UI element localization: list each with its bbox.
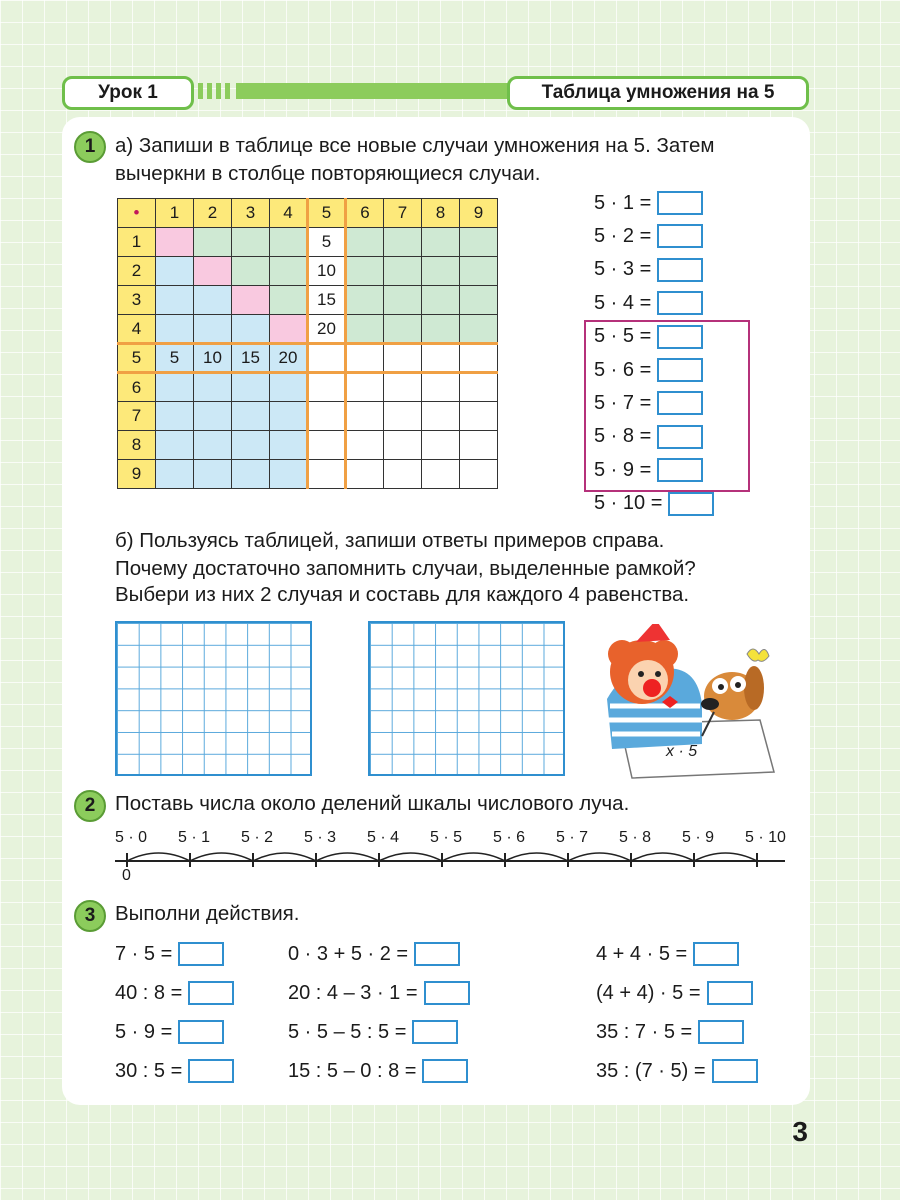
task1-line2: вычеркни в столбце повторяющиеся случаи. bbox=[115, 162, 541, 185]
table-cell[interactable] bbox=[460, 460, 498, 489]
answer-box[interactable] bbox=[657, 191, 703, 215]
table-row-header: 6 bbox=[118, 373, 156, 402]
topic-label: Таблица умножения на 5 bbox=[507, 76, 809, 110]
exercise-row bbox=[288, 1057, 468, 1085]
answer-box[interactable] bbox=[178, 1020, 224, 1044]
task-number-3: 3 bbox=[74, 900, 106, 932]
exercise-row bbox=[596, 940, 739, 968]
table-row-header: 1 bbox=[118, 228, 156, 257]
number-line-label: 5 · 7 bbox=[556, 829, 589, 846]
table-cell[interactable] bbox=[384, 460, 422, 489]
table-cell[interactable]: 20 bbox=[308, 315, 346, 344]
table-cell[interactable] bbox=[270, 373, 308, 402]
equation-text: 5 · 8 = bbox=[594, 425, 652, 448]
table-cell[interactable] bbox=[194, 286, 232, 315]
table-cell[interactable] bbox=[346, 228, 384, 257]
table-cell[interactable] bbox=[460, 286, 498, 315]
exercise-row bbox=[596, 1057, 758, 1085]
table-cell[interactable]: 20 bbox=[270, 344, 308, 373]
number-line-label: 5 · 4 bbox=[367, 829, 400, 846]
answer-grid-left[interactable] bbox=[115, 621, 312, 776]
table-cell[interactable] bbox=[422, 228, 460, 257]
table-row-header: 3 bbox=[118, 286, 156, 315]
answer-box[interactable] bbox=[414, 942, 460, 966]
illustration-label: x · 5 bbox=[666, 743, 698, 760]
table-cell[interactable]: 15 bbox=[308, 286, 346, 315]
table-cell[interactable] bbox=[232, 402, 270, 431]
exercise-text: 0 · 3 + 5 · 2 = bbox=[288, 942, 409, 965]
equation-text: 5 · 7 = bbox=[594, 391, 652, 414]
task1b-line2: Почему достаточно запомнить случаи, выделенные рамкой? bbox=[115, 557, 696, 580]
equation-row bbox=[594, 257, 703, 283]
table-cell[interactable] bbox=[384, 257, 422, 286]
table-cell[interactable] bbox=[270, 286, 308, 315]
task3-text: Выполни действия. bbox=[115, 902, 300, 925]
table-cell[interactable] bbox=[156, 228, 194, 257]
exercise-text: 5 · 9 = bbox=[115, 1020, 173, 1043]
table-cell[interactable] bbox=[270, 257, 308, 286]
task1-line1: а) Запиши в таблице все новые случаи умножения на 5. Затем bbox=[115, 134, 715, 157]
table-cell[interactable] bbox=[232, 315, 270, 344]
exercise-text: 35 : (7 · 5) = bbox=[596, 1059, 706, 1082]
table-cell[interactable]: 5 bbox=[156, 344, 194, 373]
number-line-arc bbox=[316, 853, 379, 861]
task-number-1: 1 bbox=[74, 131, 106, 163]
table-cell[interactable]: 5 bbox=[308, 228, 346, 257]
header-stripe bbox=[207, 83, 212, 99]
clown-illustration bbox=[592, 624, 782, 780]
exercise-text: 20 : 4 – 3 · 1 = bbox=[288, 981, 418, 1004]
answer-box[interactable] bbox=[178, 942, 224, 966]
table-cell[interactable] bbox=[422, 431, 460, 460]
answer-box[interactable] bbox=[188, 1059, 234, 1083]
table-cell[interactable] bbox=[422, 257, 460, 286]
table-cell[interactable]: 15 bbox=[232, 344, 270, 373]
table-cell[interactable] bbox=[460, 373, 498, 402]
table-cell[interactable] bbox=[270, 402, 308, 431]
equation-text: 5 · 10 = bbox=[594, 492, 663, 515]
number-line-label: 5 · 8 bbox=[619, 829, 652, 846]
table-cell[interactable] bbox=[422, 286, 460, 315]
equation-text: 5 · 3 = bbox=[594, 258, 652, 281]
task-number-2: 2 bbox=[74, 790, 106, 822]
table-col-header: 9 bbox=[460, 199, 498, 228]
table-cell[interactable] bbox=[346, 257, 384, 286]
table-row-header: 4 bbox=[118, 315, 156, 344]
answer-box[interactable] bbox=[657, 258, 703, 282]
exercise-row bbox=[115, 940, 224, 968]
equation-row bbox=[594, 290, 703, 316]
table-cell[interactable] bbox=[346, 344, 384, 373]
table-cell[interactable] bbox=[232, 431, 270, 460]
equation-row bbox=[594, 491, 714, 517]
task1b-line1: б) Пользуясь таблицей, запиши ответы примеров справа. bbox=[115, 529, 665, 552]
table-cell[interactable]: 10 bbox=[308, 257, 346, 286]
answer-box[interactable] bbox=[712, 1059, 758, 1083]
table-cell[interactable]: 10 bbox=[194, 344, 232, 373]
table-row-header: 8 bbox=[118, 431, 156, 460]
table-cell[interactable] bbox=[194, 315, 232, 344]
answer-grid-right[interactable] bbox=[368, 621, 565, 776]
exercise-row bbox=[596, 1018, 744, 1046]
number-line-label: 5 · 5 bbox=[430, 829, 463, 846]
exercise-text: 4 + 4 · 5 = bbox=[596, 942, 688, 965]
table-cell[interactable] bbox=[346, 431, 384, 460]
table-cell[interactable] bbox=[156, 402, 194, 431]
answer-box[interactable] bbox=[657, 291, 703, 315]
number-line-arc bbox=[379, 853, 442, 861]
equation-text: 5 · 2 = bbox=[594, 224, 652, 247]
table-cell[interactable] bbox=[422, 315, 460, 344]
exercise-row bbox=[288, 940, 460, 968]
answer-box[interactable] bbox=[668, 492, 714, 516]
table-cell[interactable] bbox=[156, 315, 194, 344]
table-cell[interactable] bbox=[194, 460, 232, 489]
exercise-row bbox=[288, 1018, 458, 1046]
table-cell[interactable] bbox=[384, 228, 422, 257]
table-cell[interactable] bbox=[308, 460, 346, 489]
equation-text: 5 · 5 = bbox=[594, 325, 652, 348]
table-cell[interactable] bbox=[270, 315, 308, 344]
number-line-arc bbox=[442, 853, 505, 861]
table-cell[interactable] bbox=[194, 402, 232, 431]
table-cell[interactable] bbox=[156, 460, 194, 489]
equation-row bbox=[594, 223, 703, 249]
table-cell[interactable] bbox=[346, 286, 384, 315]
table-cell[interactable] bbox=[156, 257, 194, 286]
task2-text: Поставь числа около делений шкалы числового луча. bbox=[115, 792, 630, 815]
task1b-line3: Выбери из них 2 случая и составь для каждого 4 равенства. bbox=[115, 583, 690, 606]
table-cell[interactable] bbox=[422, 460, 460, 489]
table-col-header: 4 bbox=[270, 199, 308, 228]
page-number: 3 bbox=[792, 1116, 808, 1147]
table-cell[interactable] bbox=[460, 344, 498, 373]
equation-text: 5 · 4 = bbox=[594, 291, 652, 314]
equation-text: 5 · 6 = bbox=[594, 358, 652, 381]
table-col-header: 6 bbox=[346, 199, 384, 228]
number-line-label: 5 · 9 bbox=[682, 829, 715, 846]
exercise-text: 35 : 7 · 5 = bbox=[596, 1020, 693, 1043]
answer-box[interactable] bbox=[422, 1059, 468, 1083]
table-cell[interactable] bbox=[346, 373, 384, 402]
table-cell[interactable] bbox=[308, 402, 346, 431]
table-cell[interactable] bbox=[460, 257, 498, 286]
answer-box[interactable] bbox=[698, 1020, 744, 1044]
number-line-label: 5 · 0 bbox=[115, 829, 148, 846]
table-row-header: 2 bbox=[118, 257, 156, 286]
table-col-header: 7 bbox=[384, 199, 422, 228]
exercise-text: 40 : 8 = bbox=[115, 981, 183, 1004]
number-line-arc bbox=[253, 853, 316, 861]
lesson-label: Урок 1 bbox=[62, 76, 194, 110]
table-cell[interactable] bbox=[194, 373, 232, 402]
number-line-label: 5 · 6 bbox=[493, 829, 526, 846]
exercise-text: 15 : 5 – 0 : 8 = bbox=[288, 1059, 417, 1082]
table-col-header: 5 bbox=[308, 199, 346, 228]
number-line-label: 5 · 2 bbox=[241, 829, 274, 846]
table-cell[interactable] bbox=[422, 402, 460, 431]
table-cell[interactable] bbox=[422, 373, 460, 402]
table-row-header: 7 bbox=[118, 402, 156, 431]
answer-box[interactable] bbox=[693, 942, 739, 966]
number-line-label: 5 · 3 bbox=[304, 829, 337, 846]
table-cell[interactable] bbox=[346, 402, 384, 431]
number-line-arc bbox=[505, 853, 568, 861]
table-cell[interactable] bbox=[156, 373, 194, 402]
number-line-arc bbox=[694, 853, 757, 861]
equation-row bbox=[594, 190, 703, 216]
table-cell[interactable] bbox=[384, 286, 422, 315]
table-cell[interactable] bbox=[270, 228, 308, 257]
header-stripe bbox=[236, 83, 508, 99]
table-cell[interactable] bbox=[232, 286, 270, 315]
table-cell[interactable] bbox=[270, 431, 308, 460]
exercise-row bbox=[115, 1018, 224, 1046]
table-cell[interactable] bbox=[384, 344, 422, 373]
table-cell[interactable] bbox=[194, 431, 232, 460]
header-stripe bbox=[216, 83, 221, 99]
number-line-arc bbox=[631, 853, 694, 861]
table-cell[interactable] bbox=[384, 402, 422, 431]
table-col-header: 1 bbox=[156, 199, 194, 228]
table-col-header: 2 bbox=[194, 199, 232, 228]
answer-box[interactable] bbox=[424, 981, 470, 1005]
table-cell[interactable] bbox=[156, 431, 194, 460]
exercise-row bbox=[115, 1057, 234, 1085]
table-cell[interactable] bbox=[384, 373, 422, 402]
answer-box[interactable] bbox=[188, 981, 234, 1005]
exercise-row bbox=[288, 979, 470, 1007]
table-cell[interactable] bbox=[346, 315, 384, 344]
table-cell[interactable] bbox=[232, 373, 270, 402]
number-line-label: 5 · 1 bbox=[178, 829, 211, 846]
number-line-origin: 0 bbox=[122, 867, 131, 884]
number-line bbox=[110, 845, 790, 875]
table-row-header: 9 bbox=[118, 460, 156, 489]
equation-text: 5 · 9 = bbox=[594, 458, 652, 481]
number-line-arc bbox=[127, 853, 190, 861]
table-cell[interactable] bbox=[422, 344, 460, 373]
table-col-header: 3 bbox=[232, 199, 270, 228]
answer-box[interactable] bbox=[657, 224, 703, 248]
number-line-arc bbox=[568, 853, 631, 861]
exercise-text: (4 + 4) · 5 = bbox=[596, 981, 701, 1004]
table-col-header: 8 bbox=[422, 199, 460, 228]
table-cell[interactable] bbox=[308, 373, 346, 402]
table-cell[interactable] bbox=[308, 431, 346, 460]
number-line-label: 5 · 10 bbox=[745, 829, 786, 846]
exercise-text: 7 · 5 = bbox=[115, 942, 173, 965]
exercise-text: 5 · 5 – 5 : 5 = bbox=[288, 1020, 407, 1043]
table-row-header: 5 bbox=[118, 344, 156, 373]
table-corner: • bbox=[118, 199, 156, 228]
answer-box[interactable] bbox=[707, 981, 753, 1005]
table-cell[interactable] bbox=[232, 460, 270, 489]
table-cell[interactable] bbox=[460, 315, 498, 344]
table-cell[interactable] bbox=[384, 431, 422, 460]
table-cell[interactable] bbox=[194, 257, 232, 286]
table-cell[interactable] bbox=[232, 257, 270, 286]
table-cell[interactable] bbox=[156, 286, 194, 315]
table-cell[interactable] bbox=[308, 344, 346, 373]
multiplication-table bbox=[117, 198, 498, 489]
header-stripe bbox=[225, 83, 230, 99]
answer-box[interactable] bbox=[412, 1020, 458, 1044]
exercise-row bbox=[115, 979, 234, 1007]
table-cell[interactable] bbox=[194, 228, 232, 257]
table-cell[interactable] bbox=[460, 431, 498, 460]
number-line-arc bbox=[190, 853, 253, 861]
table-cell[interactable] bbox=[460, 402, 498, 431]
exercise-row bbox=[596, 979, 753, 1007]
table-cell[interactable] bbox=[346, 460, 384, 489]
table-cell[interactable] bbox=[232, 228, 270, 257]
highlight-frame bbox=[584, 320, 750, 492]
header-stripe bbox=[198, 83, 203, 99]
table-cell[interactable] bbox=[460, 228, 498, 257]
exercise-text: 30 : 5 = bbox=[115, 1059, 183, 1082]
table-cell[interactable] bbox=[270, 460, 308, 489]
equation-text: 5 · 1 = bbox=[594, 191, 652, 214]
table-cell[interactable] bbox=[384, 315, 422, 344]
